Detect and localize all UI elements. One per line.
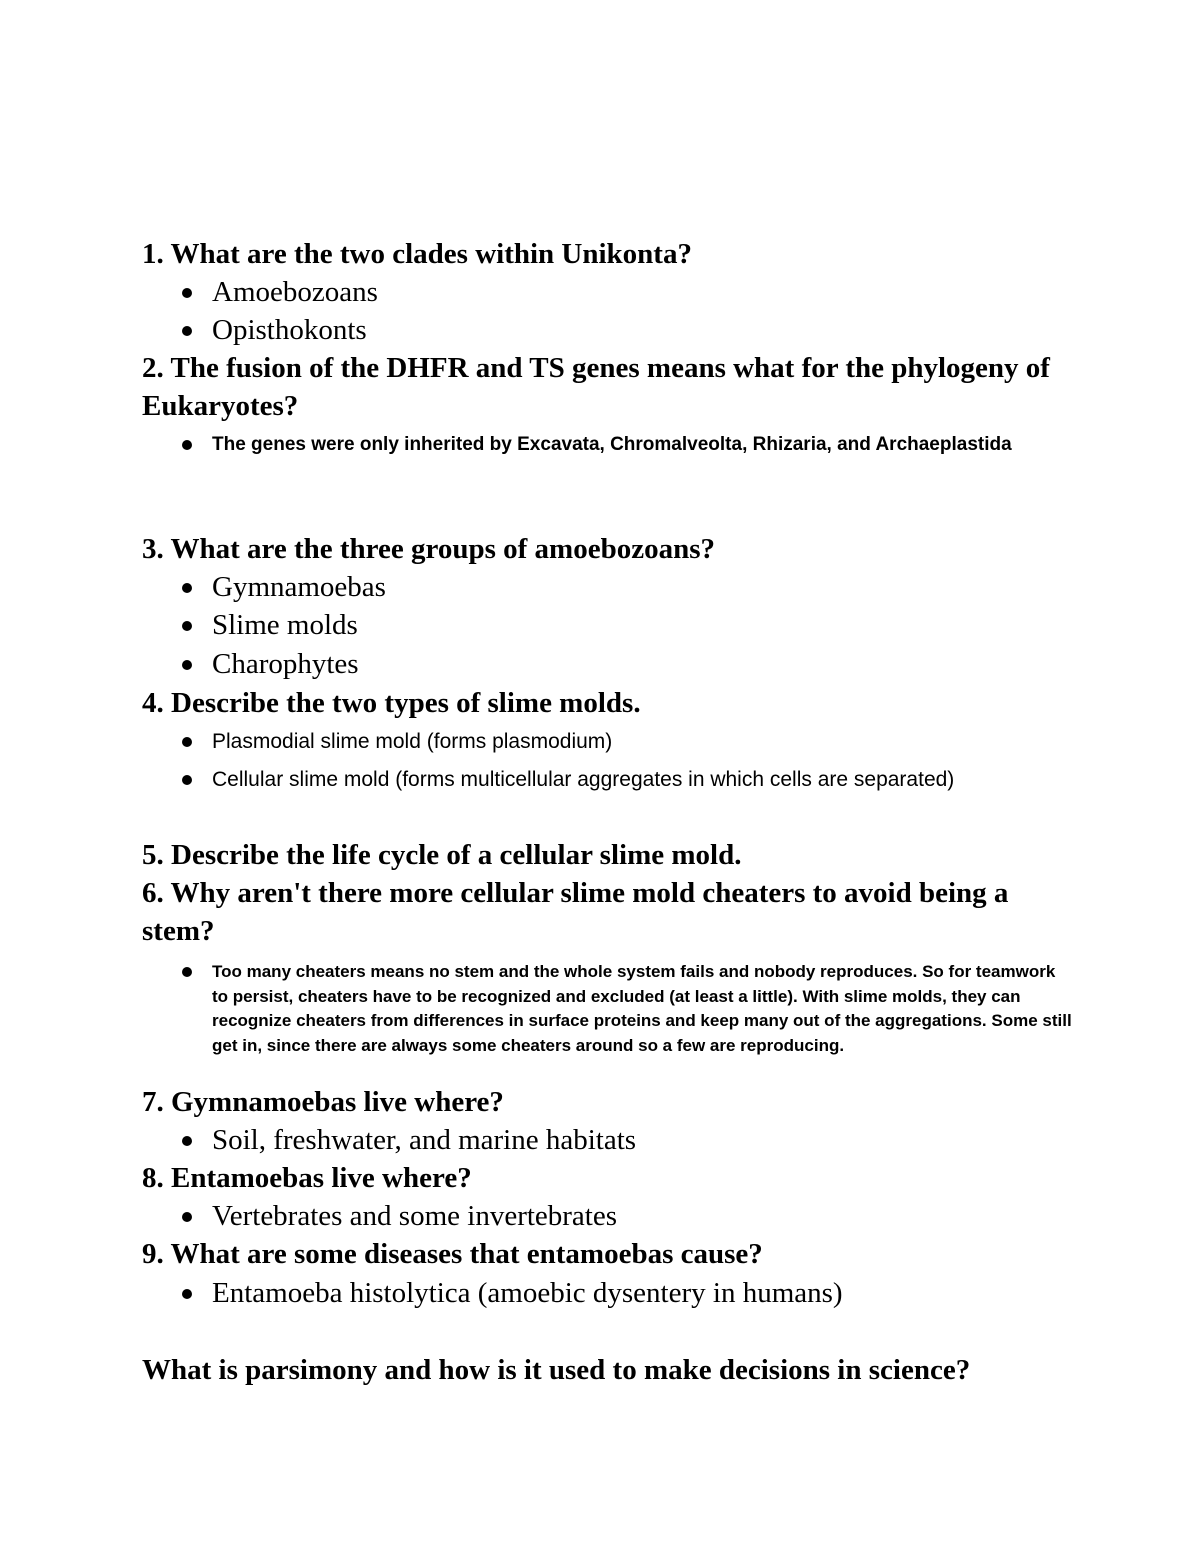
question-8: 8. Entamoebas live where? <box>142 1162 472 1194</box>
question-parsimony: What is parsimony and how is it used to make decisions in science? <box>142 1354 971 1386</box>
answer-item: Cellular slime mold (forms multicellular aggregates in which cells are separated) <box>212 764 1042 796</box>
answer-item: Slime molds <box>212 606 358 644</box>
answer-item: Soil, freshwater, and marine habitats <box>212 1121 636 1159</box>
question-1: 1. What are the two clades within Unikonta? <box>142 238 692 270</box>
question-7: 7. Gymnamoebas live where? <box>142 1086 504 1118</box>
question-2: 2. The fusion of the DHFR and TS genes means what for the phylogeny of Eukaryotes? <box>142 352 1050 422</box>
answer-item: Entamoeba histolytica (amoebic dysentery in humans) <box>212 1274 843 1312</box>
answer-item: Gymnamoebas <box>212 568 386 606</box>
question-9: 9. What are some diseases that entamoebas cause? <box>142 1238 763 1270</box>
answer-item: The genes were only inherited by Excavata, Chromalveolta, Rhizaria, and Archaeplastida <box>212 429 1062 461</box>
question-3: 3. What are the three groups of amoebozoans? <box>142 533 716 565</box>
question-5: 5. Describe the life cycle of a cellular slime mold. <box>142 839 742 871</box>
answer-item: Opisthokonts <box>212 311 367 349</box>
answer-item: Amoebozoans <box>212 273 378 311</box>
answer-item: Too many cheaters means no stem and the whole system fails and nobody reproduces. So for teamwork to persist, cheaters have to be recognized and excluded (at least a little). With slime molds, they can recognize cheaters from differences in surface proteins and keep many out of the aggregations. Some still get in, since there are always some cheaters around so a few are reproducing. <box>212 960 1072 1058</box>
answer-item: Plasmodial slime mold (forms plasmodium) <box>212 726 1042 758</box>
question-4: 4. Describe the two types of slime molds. <box>142 687 641 719</box>
question-6: 6. Why aren't there more cellular slime mold cheaters to avoid being a stem? <box>142 877 1009 947</box>
answer-item: Vertebrates and some invertebrates <box>212 1197 617 1235</box>
answer-item: Charophytes <box>212 645 359 683</box>
